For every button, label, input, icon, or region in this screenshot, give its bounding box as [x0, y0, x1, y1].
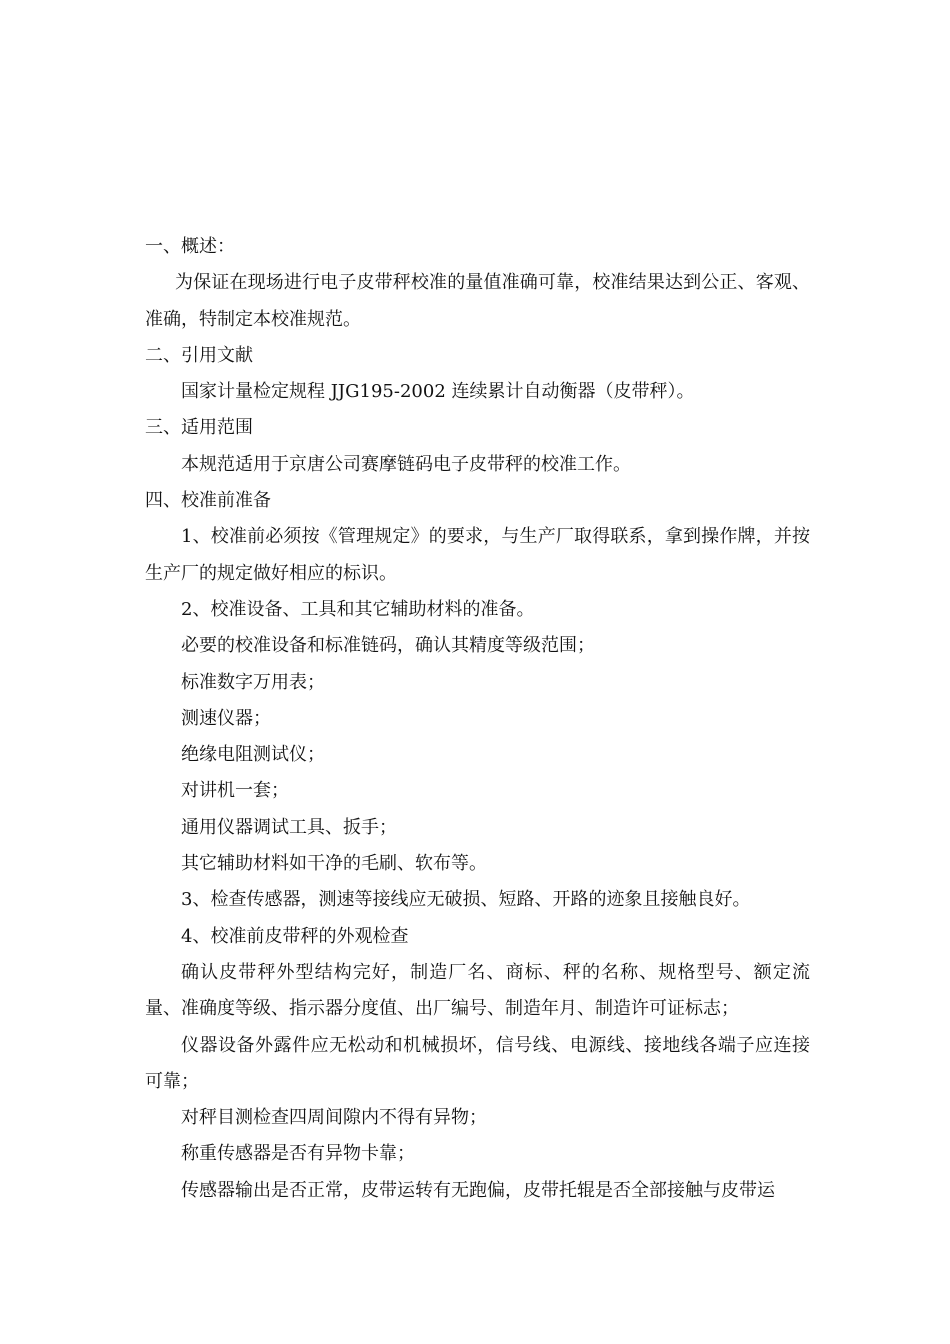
list-item-speed-meter: 测速仪器； [181, 707, 271, 729]
list-item-calibration-equipment: 必要的校准设备和标准链码，确认其精度等级范围； [181, 635, 595, 657]
paragraph-sensor-output-check: 传感器输出是否正常，皮带运转有无跑偏，皮带托辊是否全部接触与皮带运 [181, 1179, 775, 1201]
section-heading-preparation: 四、校准前准备 [145, 490, 271, 512]
section-heading-references: 二、引用文献 [145, 344, 253, 366]
paragraph-purpose: 为保证在现场进行电子皮带秤校准的量值准确可靠，校准结果达到公正、客观、准确，特制定本校准规范。 [145, 272, 810, 330]
section-heading-scope: 三、适用范围 [145, 417, 253, 439]
paragraph-prep-item-2: 2、校准设备、工具和其它辅助材料的准备。 [181, 598, 535, 620]
list-item-multimeter: 标准数字万用表； [181, 671, 325, 693]
paragraph-sensor-jam-check: 称重传感器是否有异物卡靠； [181, 1143, 415, 1165]
list-item-insulation-tester: 绝缘电阻测试仪； [181, 744, 325, 766]
paragraph-scope: 本规范适用于京唐公司赛摩链码电子皮带秤的校准工作。 [181, 453, 631, 475]
section-heading-overview: 一、概述： [145, 236, 235, 257]
paragraph-prep-item-1: 1、校准前必须按《管理规定》的要求，与生产厂取得联系，拿到操作牌，并按生产厂的规定做好相应的标识。 [145, 526, 810, 584]
list-item-walkie-talkie: 对讲机一套； [181, 780, 289, 802]
list-item-auxiliary-materials: 其它辅助材料如干净的毛刷、软布等。 [181, 853, 487, 875]
list-item-tools: 通用仪器调试工具、扳手； [181, 816, 397, 838]
paragraph-appearance-check: 确认皮带秤外型结构完好，制造厂名、商标、秤的名称、规格型号、额定流量、准确度等级、指示器分度值、出厂编号、制造年月、制造许可证标志； [145, 961, 810, 1020]
paragraph-external-parts-check: 仪器设备外露件应无松动和机械损坏，信号线、电源线、接地线各端子应连接可靠； [145, 1034, 810, 1092]
paragraph-reference-standard: 国家计量检定规程 JJG195-2002 连续累计自动衡器（皮带秤）。 [181, 381, 695, 403]
document-body [145, 229, 810, 1209]
paragraph-prep-item-4: 4、校准前皮带秤的外观检查 [181, 925, 409, 947]
paragraph-gap-check: 对秤目测检查四周间隙内不得有异物； [181, 1107, 487, 1129]
paragraph-prep-item-3: 3、检查传感器，测速等接线应无破损、短路、开路的迹象且接触良好。 [181, 889, 751, 911]
